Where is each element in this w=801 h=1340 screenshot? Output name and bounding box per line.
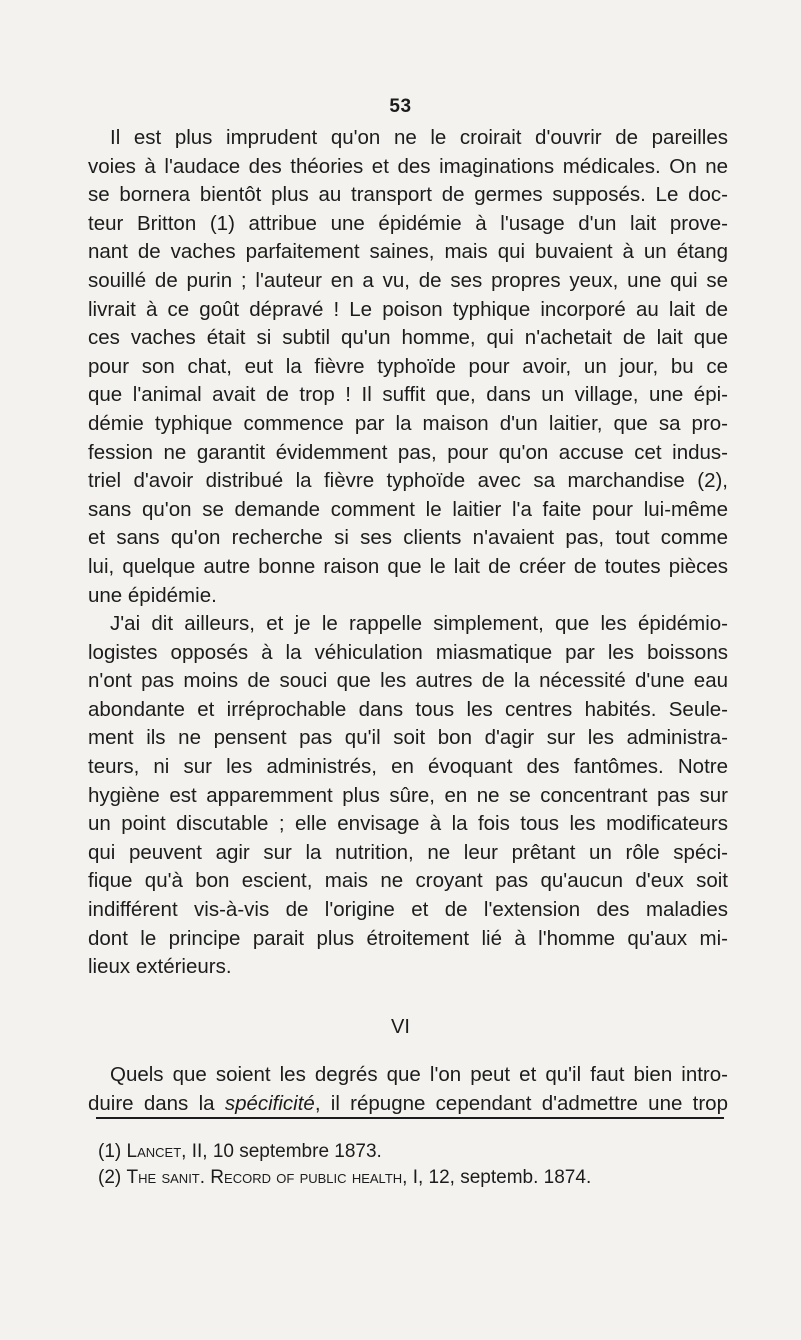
text-line: et sans qu'on recherche si ses clients n'avaient pas, tout comme <box>88 526 728 550</box>
footnote-divider <box>96 1117 724 1119</box>
footnote-details: , I, 12, septemb. 1874. <box>402 1167 592 1188</box>
text-line: dont le principe parait plus étroitement lié à l'homme qu'aux mi- <box>88 926 728 950</box>
footnote-source: The sanit. Record of public health <box>126 1167 403 1188</box>
footnotes <box>98 1139 728 1191</box>
text-line: fique qu'à bon escient, mais ne croyant pas qu'aucun d'eux soit <box>88 869 728 893</box>
text-line: nant de vaches parfaitement saines, mais qui buvaient à un étang <box>88 240 728 264</box>
section-heading: VI <box>391 1016 410 1038</box>
text-line: souillé de purin ; l'auteur en a vu, de ses propres yeux, une qui se <box>88 268 728 292</box>
paragraph-3 <box>88 1061 728 1118</box>
main-text-block <box>88 124 728 982</box>
text-line: un point discutable ; elle envisage à la fois tous les modificateurs <box>88 812 728 836</box>
text-line: indifférent vis-à-vis de l'origine et de l'extension des maladies <box>88 898 728 922</box>
text-line: lui, quelque autre bonne raison que le lait de créer de toutes pièces <box>88 554 728 578</box>
text-line: démie typhique commence par la maison d'un laitier, que sa pro- <box>88 411 728 435</box>
text-line: logistes opposés à la véhiculation miasmatique par les boissons <box>88 640 728 664</box>
text-line: qui peuvent agir sur la nutrition, ne leur prêtant un rôle spéci- <box>88 840 728 864</box>
text-line: teur Britton (1) attribue une épidémie à l'usage d'un lait prove- <box>88 211 728 235</box>
text-line: triel d'avoir distribué la fièvre typhoïde avec sa marchandise (2), <box>88 469 728 493</box>
text-line: livrait à ce goût dépravé ! Le poison typhique incorporé au lait de <box>88 297 728 321</box>
footnote <box>98 1139 728 1165</box>
footnote-marker: (1) <box>98 1141 122 1162</box>
text-line: voies à l'audace des théories et des imaginations médicales. On ne <box>88 154 728 178</box>
italic-term: spécificité <box>224 1091 315 1115</box>
text-segment: duire dans la <box>88 1091 225 1115</box>
footnote-details: , II, 10 septembre 1873. <box>181 1141 382 1162</box>
text-line: lieux extérieurs. <box>88 955 232 979</box>
text-line: se bornera bientôt plus au transport de germes supposés. Le doc- <box>88 183 728 207</box>
text-line: ment ils ne pensent pas qu'il soit bon d'agir sur les administra- <box>88 726 728 750</box>
text-line: fession ne garantit évidemment pas, pour qu'on accuse cet indus- <box>88 440 728 464</box>
text-line: abondante et irréprochable dans tous les centres habités. Seule- <box>88 697 728 721</box>
text-line <box>88 1090 728 1119</box>
text-line: Quels que soient les degrés que l'on peut et qu'il faut bien intro- <box>110 1063 728 1086</box>
text-line: hygiène est apparemment plus sûre, en ne se concentrant pas sur <box>88 783 728 807</box>
text-line: n'ont pas moins de souci que les autres de la nécessité d'une eau <box>88 669 728 693</box>
text-line: J'ai dit ailleurs, et je le rappelle simplement, que les épidémio- <box>110 612 728 636</box>
paragraph-2 <box>88 610 728 982</box>
text-line: Il est plus imprudent qu'on ne le croirait d'ouvrir de pareilles <box>110 126 728 149</box>
paragraph-1 <box>88 124 728 610</box>
text-line: que l'animal avait de trop ! Il suffit que, dans un village, une épi- <box>88 383 728 407</box>
footnote-marker: (2) <box>98 1167 122 1188</box>
text-segment: , il répugne cependant d'admettre une trop <box>314 1091 728 1115</box>
footnote <box>98 1165 728 1191</box>
text-line: pour son chat, eut la fièvre typhoïde pour avoir, un jour, bu ce <box>88 354 728 378</box>
text-line: ces vaches était si subtil qu'un homme, qui n'achetait de lait que <box>88 326 728 350</box>
page-number: 53 <box>389 96 412 117</box>
footnote-source: Lancet <box>126 1141 182 1162</box>
text-line: sans qu'on se demande comment le laitier l'a faite pour lui-même <box>88 497 728 521</box>
text-line: teurs, ni sur les administrés, en évoquant des fantômes. Notre <box>88 755 728 779</box>
text-line: une épidémie. <box>88 583 217 607</box>
